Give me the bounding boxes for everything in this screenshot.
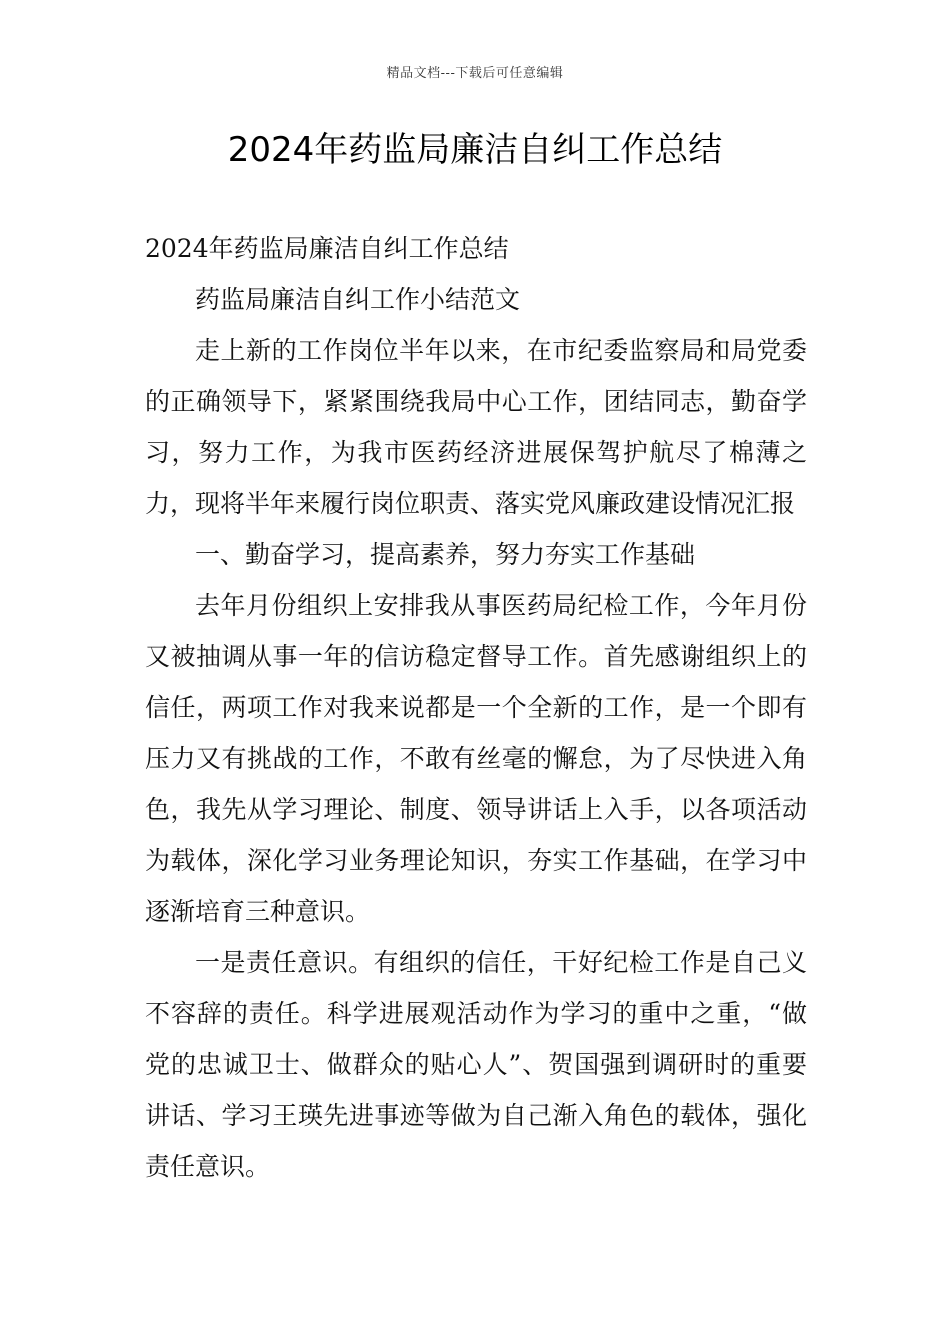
paragraph-intro: 走上新的工作岗位半年以来，在市纪委监察局和局党委的正确领导下，紧紧围绕我局中心工作，团结同志，勤奋学习，努力工作，为我市医药经济进展保驾护航尽了棉薄之力，现将半年来履行岗位职责、落实党风廉政建设情况汇报 (145, 336, 807, 518)
document-title: 2024年药监局廉洁自纠工作总结 (227, 130, 723, 170)
paragraph-responsibility: 一是责任意识。有组织的信任，干好纪检工作是自己义不容辞的责任。科学进展观活动作为学习的重中之重，“做党的忠诚卫士、做群众的贴心人”、贺国强到调研时的重要讲话、学习王瑛先进事迹等做为自己渐入角色的载体，强化责任意识。 (145, 948, 807, 1181)
document-body (145, 223, 807, 1192)
section-heading-1: 一、勤奋学习，提高素养，努力夯实工作基础 (195, 540, 696, 569)
paragraph-study: 去年月份组织上安排我从事医药局纪检工作，今年月份又被抽调从事一年的信访稳定督导工作。首先感谢组织上的信任，两项工作对我来说都是一个全新的工作，是一个即有压力又有挑战的工作，不敢有丝毫的懈怠，为了尽快进入角色，我先从学习理论、制度、领导讲话上入手，以各项活动为载体，深化学习业务理论知识，夯实工作基础，在学习中逐渐培育三种意识。 (145, 591, 807, 926)
paragraph-heading: 药监局廉洁自纠工作小结范文 (195, 285, 521, 314)
paragraph-subtitle: 2024年药监局廉洁自纠工作总结 (145, 234, 509, 263)
header-note: 精品文档---下载后可任意编辑 (386, 66, 564, 81)
